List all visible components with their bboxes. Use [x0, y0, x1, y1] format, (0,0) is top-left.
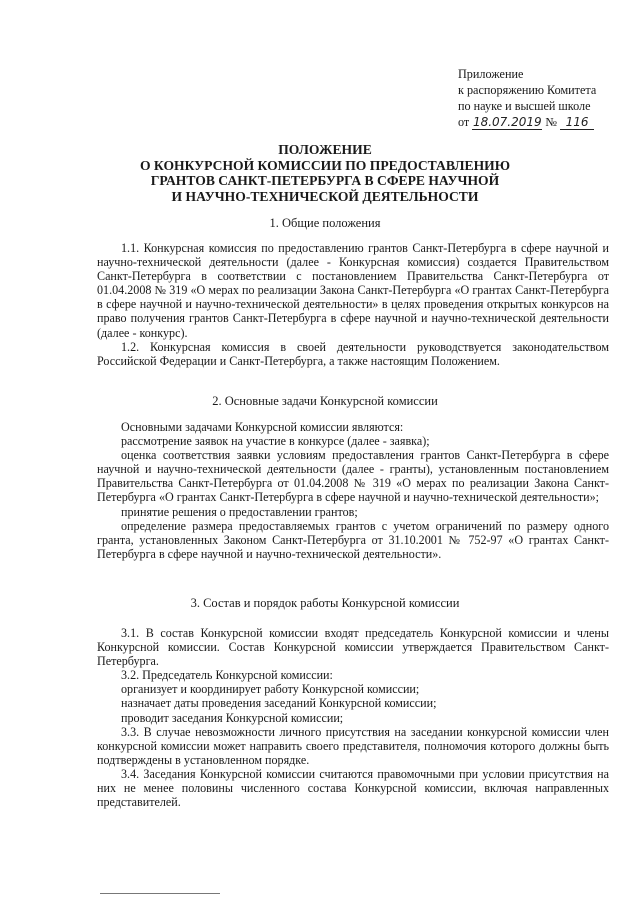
paragraph-3-1: 3.1. В состав Конкурсной комиссии входят председатель Конкурсной комиссии и члены Конкурсной комиссии. Состав Конкурсной комиссии утверждается Правительством Санкт-Петербурга.	[97, 626, 609, 669]
section-1-body	[97, 241, 609, 368]
handwritten-date: 18.07.2019	[472, 115, 542, 129]
section-3-heading: 3. Состав и порядок работы Конкурсной комиссии	[190, 596, 460, 610]
paragraph-2-item-4: определение размера предоставляемых грантов с учетом ограничений по размеру одного гранта, установленных Законом Санкт-Петербурга от 31.10.2001 № 752-97 «О грантах Санкт-Петербурга в сфере научной и научно-технической деятельности».	[97, 518, 609, 561]
appendix-line-3: по науке и высшей школе	[458, 99, 591, 113]
paragraph-1-2: 1.2. Конкурсная комиссия в своей деятельности руководствуется законодательством Российской Федерации и Санкт-Петербурга, а также настоящим Положением.	[97, 339, 609, 368]
paragraph-3-4: 3.4. Заседания Конкурсной комиссии считаются правомочными при условии присутствия на них не менее половины численного состава Конкурсной комиссии, включая направленных представителей.	[97, 766, 609, 810]
appendix-block	[458, 66, 634, 130]
appendix-line-1: Приложение	[458, 67, 524, 81]
handwritten-number: 116	[560, 116, 594, 130]
section-2-heading: 2. Основные задачи Конкурсной комиссии	[212, 394, 438, 408]
title-line-4: И НАУЧНО-ТЕХНИЧЕСКОЙ ДЕЯТЕЛЬНОСТИ	[171, 188, 479, 204]
date-prefix: от	[458, 115, 470, 129]
title-line-1: ПОЛОЖЕНИЕ	[278, 142, 372, 157]
section-2-body	[97, 420, 609, 561]
paragraph-2-item-3: принятие решения о предоставлении грантов;	[121, 504, 358, 519]
paragraph-3-2-item-2: назначает даты проведения заседаний Конкурсной комиссии;	[121, 696, 437, 711]
section-1-heading: 1. Общие положения	[269, 216, 381, 230]
appendix-date-line	[458, 114, 634, 130]
paragraph-2-intro: Основными задачами Конкурсной комиссии являются:	[121, 420, 404, 434]
appendix-line-2: к распоряжению Комитета	[458, 83, 597, 97]
paragraph-1-1: 1.1. Конкурсная комиссия по предоставлению грантов Санкт-Петербурга в сфере научной и научно-технической деятельности (далее - Конкурсная комиссия) создается Правительством Санкт-Петербурга в соответствии с постановлением Правительства Санкт-Петербурга от 01.04.2008 № 319 «О мерах по реализации Закона Санкт-Петербурга «О грантах Санкт-Петербурга в сфере научной и научно-технической деятельности» в целях проведения открытых конкурсов на право получения грантов Санкт-Петербурга в сфере научной и научно-технической деятельности (далее - конкурс).	[97, 241, 609, 340]
title-line-3: ГРАНТОВ САНКТ-ПЕТЕРБУРГА В СФЕРЕ НАУЧНОЙ	[150, 173, 500, 188]
paragraph-3-2-item-1: организует и координирует работу Конкурсной комиссии;	[121, 682, 420, 697]
paragraph-3-3: 3.3. В случае невозможности личного присутствия на заседании конкурсной комиссии член конкурсной комиссии может направить своего представителя, полномочия которого должны быть подтверждены в установленном порядке.	[97, 724, 609, 767]
paragraph-2-item-1: рассмотрение заявок на участие в конкурсе (далее - заявка);	[121, 434, 430, 449]
paragraph-3-2: 3.2. Председатель Конкурсной комиссии:	[121, 668, 333, 683]
document-title	[90, 142, 560, 204]
number-prefix: №	[545, 115, 557, 129]
paragraph-2-item-2: оценка соответствия заявки условиям предоставления грантов Санкт-Петербурга в сфере научной и научно-технической деятельности (далее - гранты), установленным постановлением Правительства Санкт-Петербурга от 01.04.2008 № 319 «О мерах по реализации Закона Санкт-Петербурга «О грантах Санкт-Петербурга в сфере научной и научно-технической деятельности»;	[97, 448, 609, 505]
title-line-2: О КОНКУРСНОЙ КОМИССИИ ПО ПРЕДОСТАВЛЕНИЮ	[139, 157, 511, 173]
section-3-body	[97, 626, 609, 809]
footer-rule	[100, 893, 220, 894]
paragraph-3-2-item-3: проводит заседания Конкурсной комиссии;	[121, 710, 344, 725]
